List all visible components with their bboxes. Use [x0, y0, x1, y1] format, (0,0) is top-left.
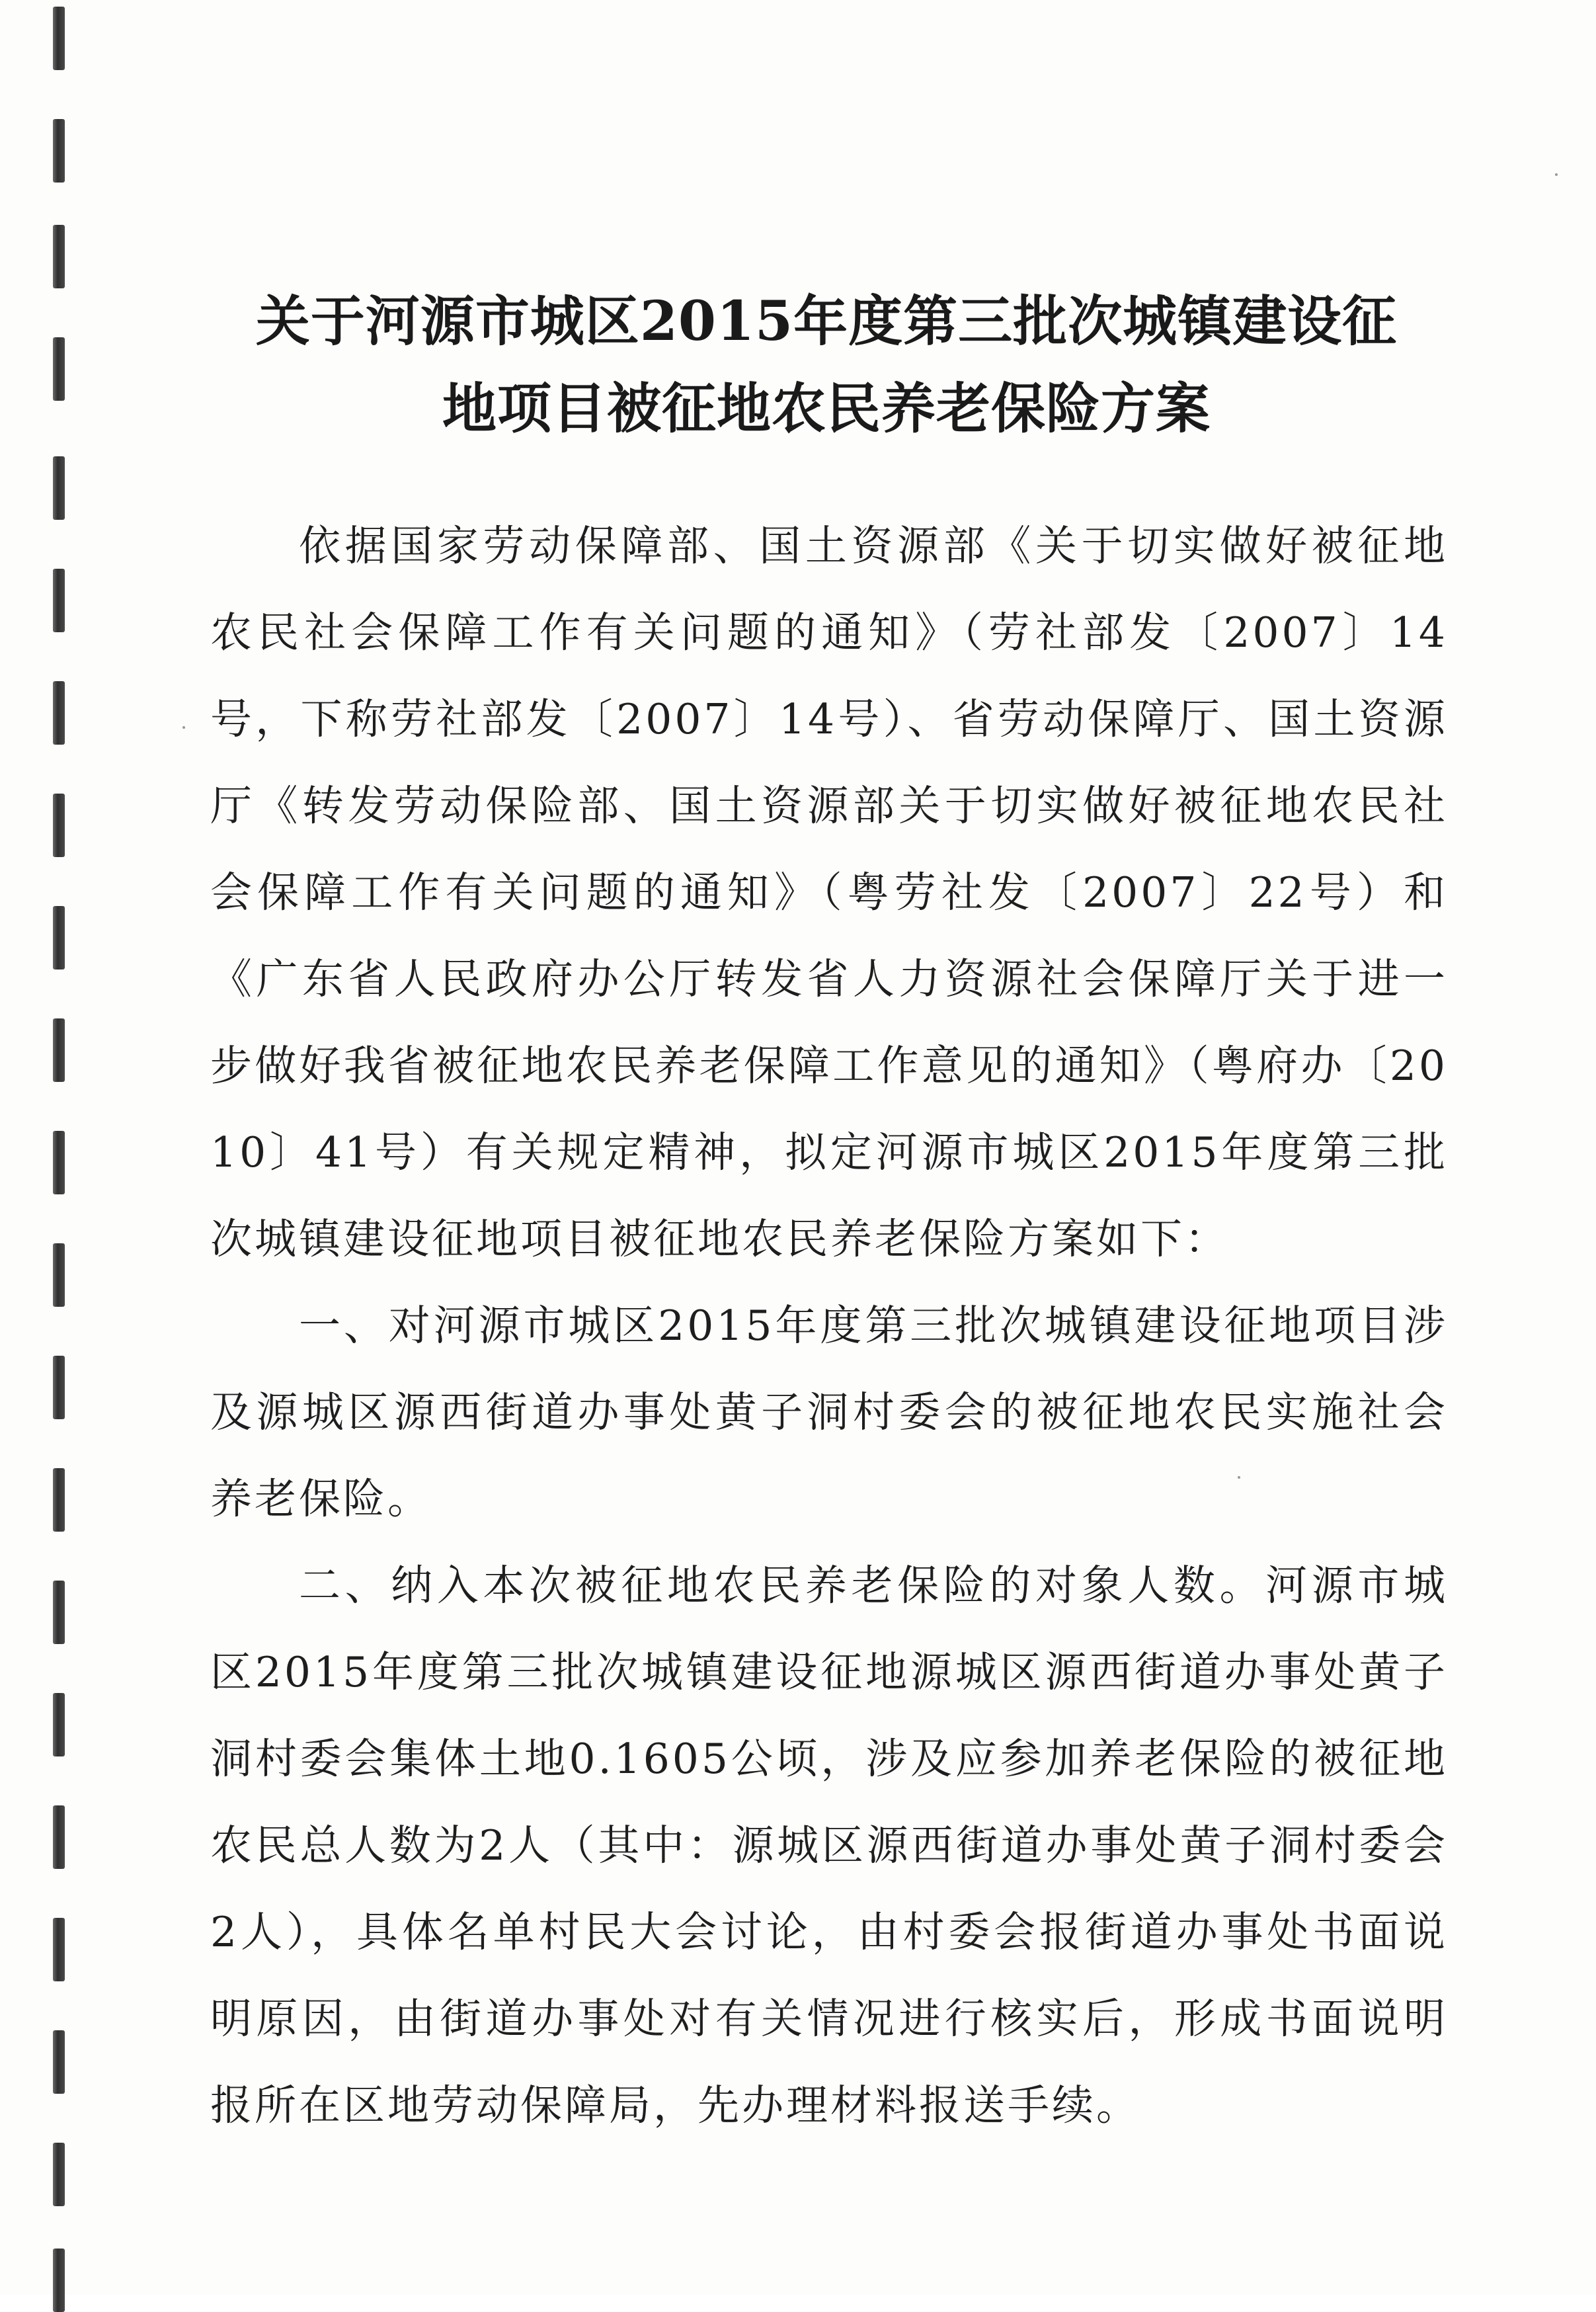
scan-speck	[1238, 1476, 1240, 1479]
binding-hole	[53, 1581, 65, 1644]
document-body	[210, 503, 1448, 2149]
binding-hole	[53, 1131, 65, 1194]
binding-hole	[53, 119, 65, 183]
binding-hole	[53, 1356, 65, 1419]
binding-hole	[53, 225, 65, 288]
binding-hole	[53, 456, 65, 520]
binding-hole	[53, 2143, 65, 2206]
paragraph-item-2: 二、纳入本次被征地农民养老保险的对象人数。河源市城区2015年度第三批次城镇建设征地源城区源西街道办事处黄子洞村委会集体土地0.1605公顷，涉及应参加养老保险的被征地农民总人数为2人（其中：源城区源西街道办事处黄子洞村委会2人），具体名单村民大会讨论，由村委会报街道办事处书面说明原因，由街道办事处对有关情况进行核实后，形成书面说明报所在区地劳动保障局，先办理材料报送手续。	[210, 1561, 1448, 2129]
binding-hole	[53, 1918, 65, 1981]
paragraph-intro: 依据国家劳动保障部、国土资源部《关于切实做好被征地农民社会保障工作有关问题的通知》（劳社部发〔2007〕14号，下称劳社部发〔2007〕14号）、省劳动保障厅、国土资源厅《转发劳动保险部、国土资源部关于切实做好被征地农民社会保障工作有关问题的通知》（粤劳社发〔2007〕22号）和《广东省人民政府办公厅转发省人力资源社会保障厅关于进一步做好我省被征地农民养老保障工作意见的通知》（粤府办〔2010〕41号）有关规定精神，拟定河源市城区2015年度第三批次城镇建设征地项目被征地农民养老保险方案如下：	[210, 522, 1448, 1263]
scan-speck	[182, 726, 185, 729]
binding-hole	[53, 906, 65, 970]
binding-hole	[53, 1243, 65, 1307]
binding-holes	[49, 0, 75, 2295]
binding-hole	[53, 1018, 65, 1082]
title-line-2: 地项目被征地农民养老保险方案	[442, 377, 1211, 440]
paragraph-item-1: 一、对河源市城区2015年度第三批次城镇建设征地项目涉及源城区源西街道办事处黄子洞村委会的被征地农民实施社会养老保险。	[210, 1301, 1448, 1523]
binding-hole	[53, 337, 65, 401]
title-line-1: 关于河源市城区2015年度第三批次城镇建设征	[255, 290, 1398, 353]
binding-hole	[53, 2249, 65, 2312]
binding-hole	[53, 2030, 65, 2094]
binding-hole	[53, 1805, 65, 1869]
binding-hole	[53, 1468, 65, 1532]
scan-speck	[1555, 173, 1558, 176]
binding-hole	[53, 1693, 65, 1756]
document-title	[198, 278, 1455, 452]
binding-hole	[53, 681, 65, 745]
binding-hole	[53, 794, 65, 857]
binding-hole	[53, 569, 65, 632]
binding-hole	[53, 7, 65, 70]
